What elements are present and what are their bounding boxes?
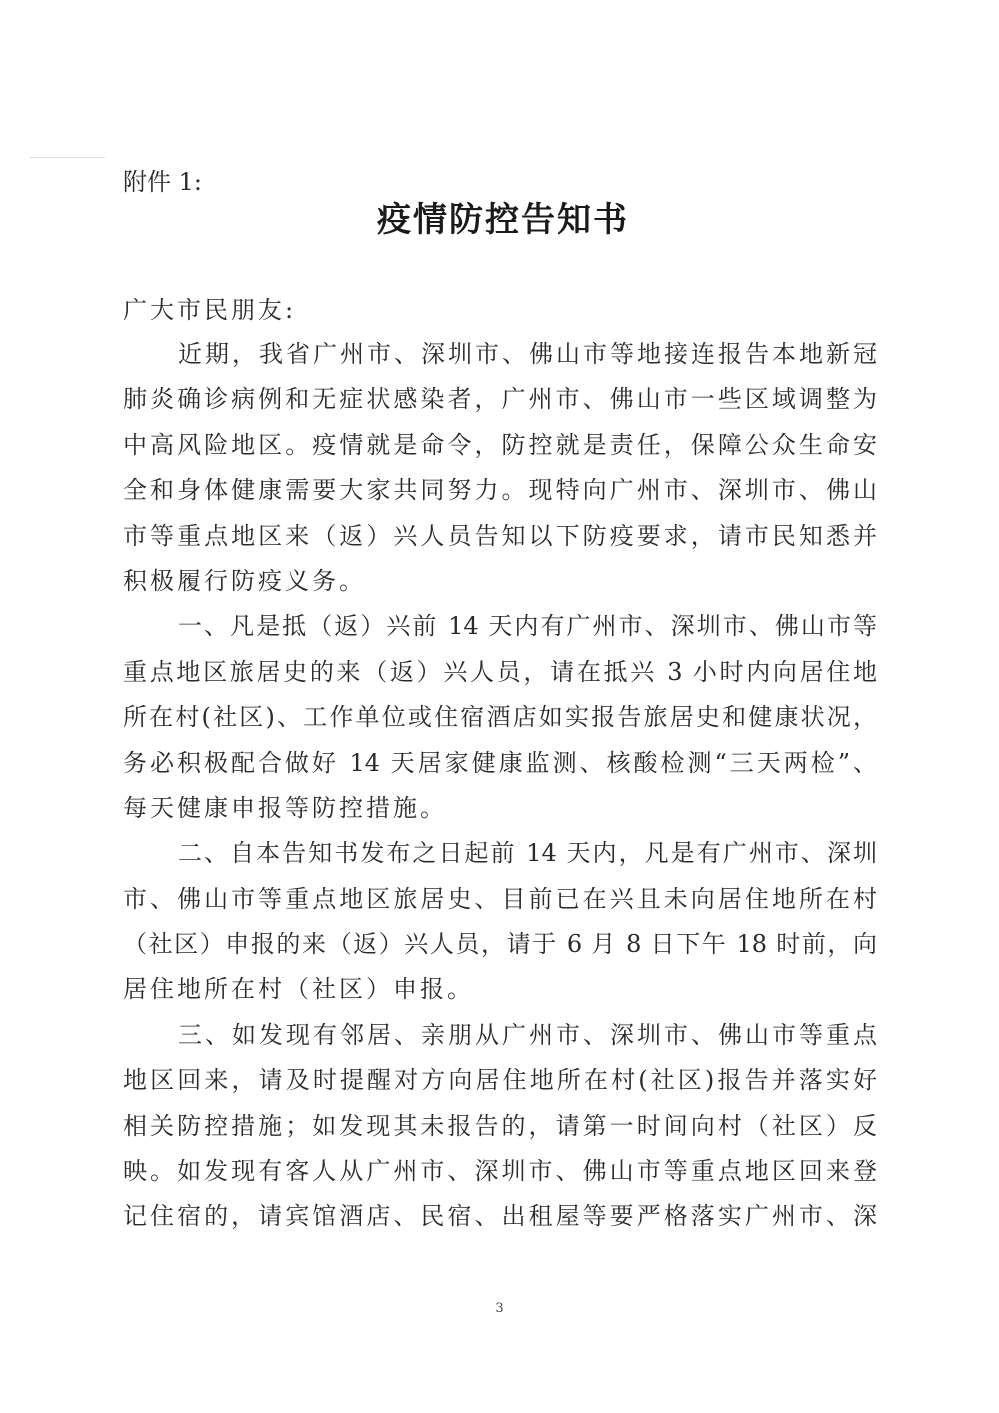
- text-line: （社区）申报的来（返）兴人员，请于 6 月 8 日下午 18 时前，向: [123, 930, 877, 959]
- text-line: 全和身体健康需要大家共同努力。现特向广州市、深圳市、佛山: [123, 476, 877, 505]
- text-line: 记住宿的，请宾馆酒店、民宿、出租屋等要严格落实广州市、深: [123, 1202, 877, 1231]
- document-title: 疫情防控告知书: [377, 200, 629, 240]
- text-line: 居住地所在村（社区）申报。: [123, 975, 474, 1004]
- salutation: 广大市民朋友:: [123, 296, 297, 324]
- text-line: 务必积极配合做好 14 天居家健康监测、核酸检测“三天两检”、: [123, 748, 877, 777]
- text-line: 映。如发现有客人从广州市、深圳市、佛山市等重点地区回来登: [123, 1157, 877, 1186]
- attachment-label: 附件 1:: [123, 168, 202, 196]
- scan-artifact: [30, 157, 105, 158]
- text-line: 一、凡是抵（返）兴前 14 天内有广州市、深圳市、佛山市等: [178, 612, 877, 641]
- text-line: 积极履行防疫义务。: [123, 566, 366, 595]
- text-line: 市等重点地区来（返）兴人员告知以下防疫要求，请市民知悉并: [123, 521, 877, 550]
- text-line: 肺炎确诊病例和无症状感染者，广州市、佛山市一些区域调整为: [123, 385, 877, 414]
- text-line: 市、佛山市等重点地区旅居史、目前已在兴且未向居住地所在村: [123, 884, 877, 913]
- text-line: 所在村(社区)、工作单位或住宿酒店如实报告旅居史和健康状况，: [123, 703, 877, 732]
- text-line: 近期，我省广州市、深圳市、佛山市等地接连报告本地新冠: [178, 340, 877, 368]
- text-line: 中高风险地区。疫情就是命令，防控就是责任，保障公众生命安: [123, 430, 877, 459]
- text-line: 每天健康申报等防控措施。: [123, 793, 447, 822]
- text-line: 地区回来，请及时提醒对方向居住地所在村(社区)报告并落实好: [123, 1066, 877, 1095]
- text-line: 相关防控措施；如发现其未报告的，请第一时间向村（社区）反: [123, 1111, 877, 1140]
- text-line: 重点地区旅居史的来（返）兴人员，请在抵兴 3 小时内向居住地: [123, 657, 877, 686]
- document-body: [123, 336, 877, 1244]
- page-number: 3: [495, 1301, 504, 1316]
- text-line: 三、如发现有邻居、亲朋从广州市、深圳市、佛山市等重点: [178, 1020, 877, 1049]
- text-line: 二、自本告知书发布之日起前 14 天内，凡是有广州市、深圳: [178, 839, 877, 868]
